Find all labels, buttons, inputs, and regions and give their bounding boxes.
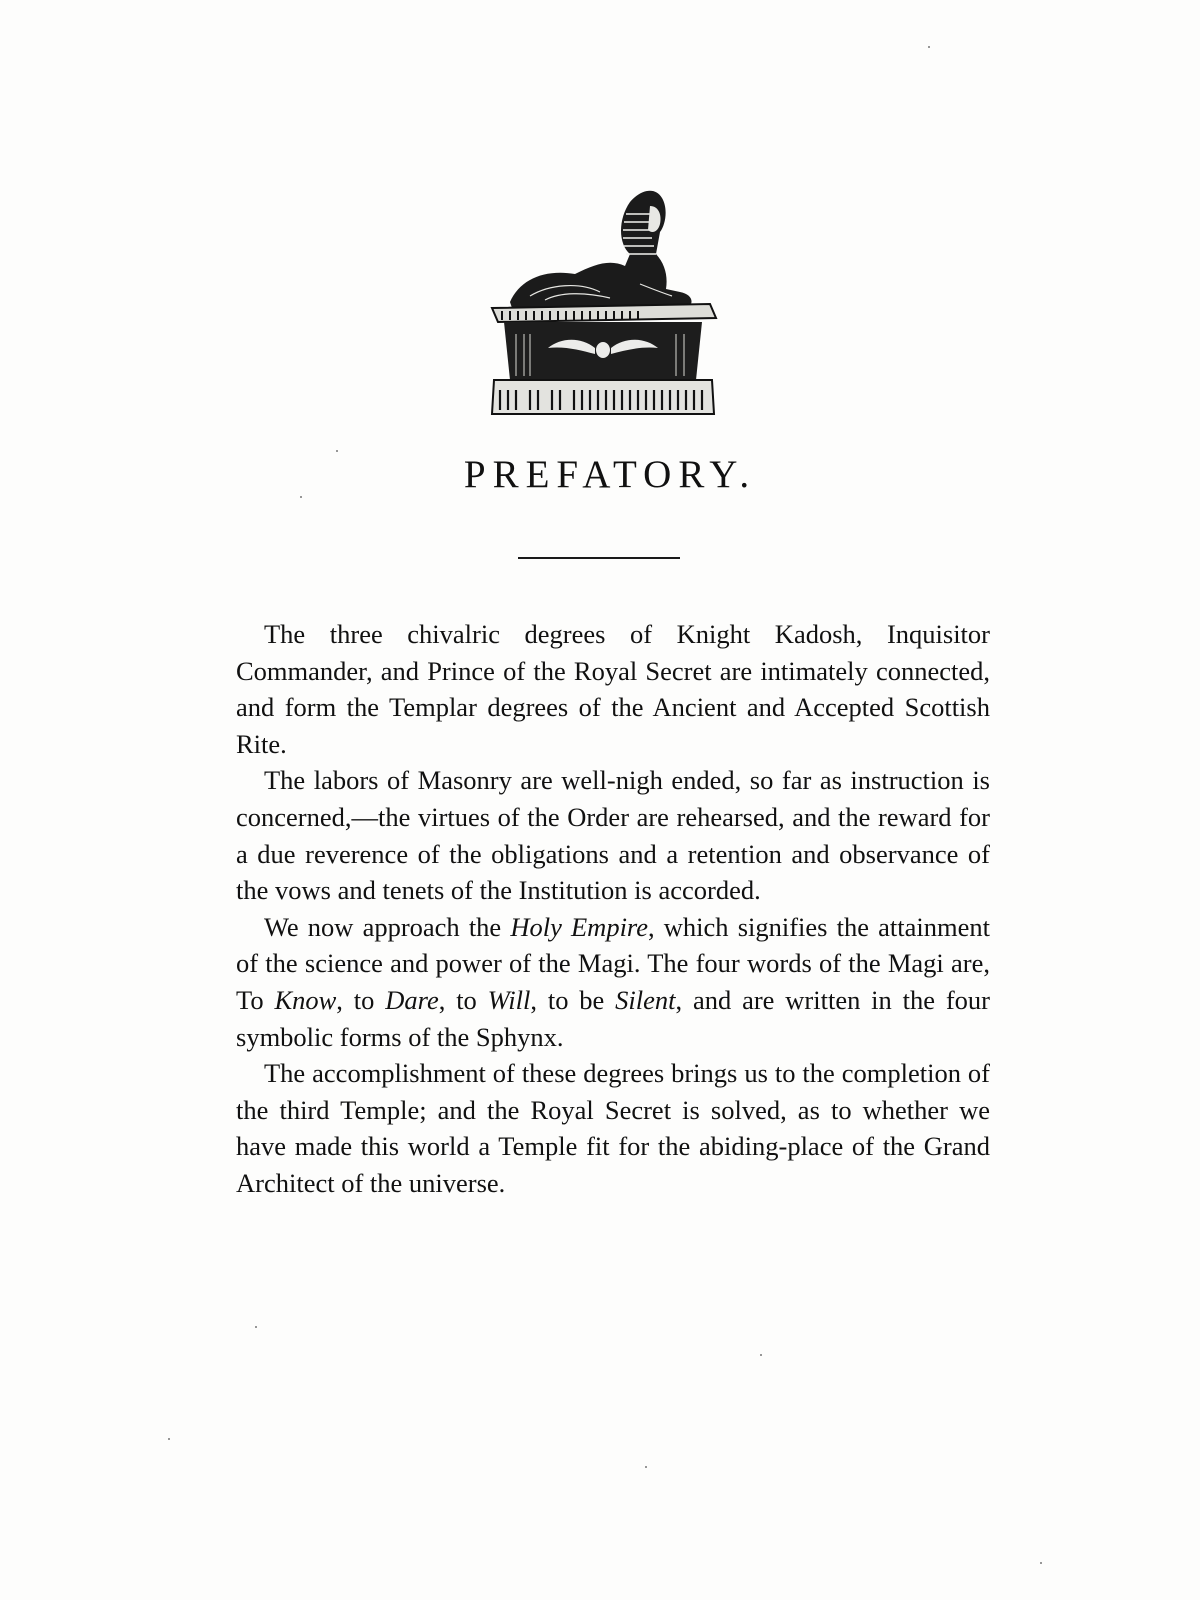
print-speck	[168, 1438, 170, 1440]
print-speck	[336, 450, 338, 452]
sphinx-vignette-image	[490, 184, 720, 420]
italic-term: Will	[487, 984, 531, 1015]
title-divider	[518, 557, 680, 559]
italic-term: Know	[274, 984, 337, 1015]
text-run: , to	[438, 984, 488, 1015]
paragraph-1	[236, 616, 990, 762]
text-run: , to	[336, 984, 386, 1015]
text-run: , and are written in the four symbolic forms of the Sphynx.	[236, 984, 990, 1052]
text-run: The accomplishment of these degrees brings us to the completion of the third Temple; and the Royal Secret is solved, as to whether we have made this world a Temple fit for the abiding-place of the Grand Architect of the universe.	[236, 1058, 990, 1198]
paragraph-4	[236, 1055, 990, 1201]
text-run: We now approach the	[264, 911, 511, 942]
print-speck	[928, 46, 930, 48]
paragraph-2	[236, 762, 990, 908]
text-run: , to be	[530, 984, 616, 1015]
print-speck	[760, 1354, 762, 1356]
italic-term: Holy Empire	[510, 911, 649, 942]
paragraph-3	[236, 909, 990, 1055]
text-run: , which signifies the attainment of the science and power of the Magi. The four words of the Magi are, To	[236, 911, 990, 1015]
page-title: PREFATORY.	[463, 453, 757, 496]
print-speck	[1040, 1562, 1042, 1564]
italic-term: Dare	[385, 984, 439, 1015]
print-speck	[255, 1326, 257, 1328]
text-run: The three chivalric degrees of Knight Kadosh, Inquisitor Commander, and Prince of the Royal Secret are intimately connected, and form the Templar degrees of the Ancient and Accepted Scottish Rite.	[236, 619, 990, 759]
print-speck	[645, 1466, 647, 1468]
italic-term: Silent	[615, 984, 676, 1015]
print-speck	[300, 496, 302, 498]
prefatory-text	[236, 616, 990, 1202]
text-run: The labors of Masonry are well-nigh ended, so far as instruction is concerned,—the virtues of the Order are rehearsed, and the reward for a due reverence of the obligations and a retention and observance of the vows and tenets of the Institution is accorded.	[236, 765, 990, 906]
